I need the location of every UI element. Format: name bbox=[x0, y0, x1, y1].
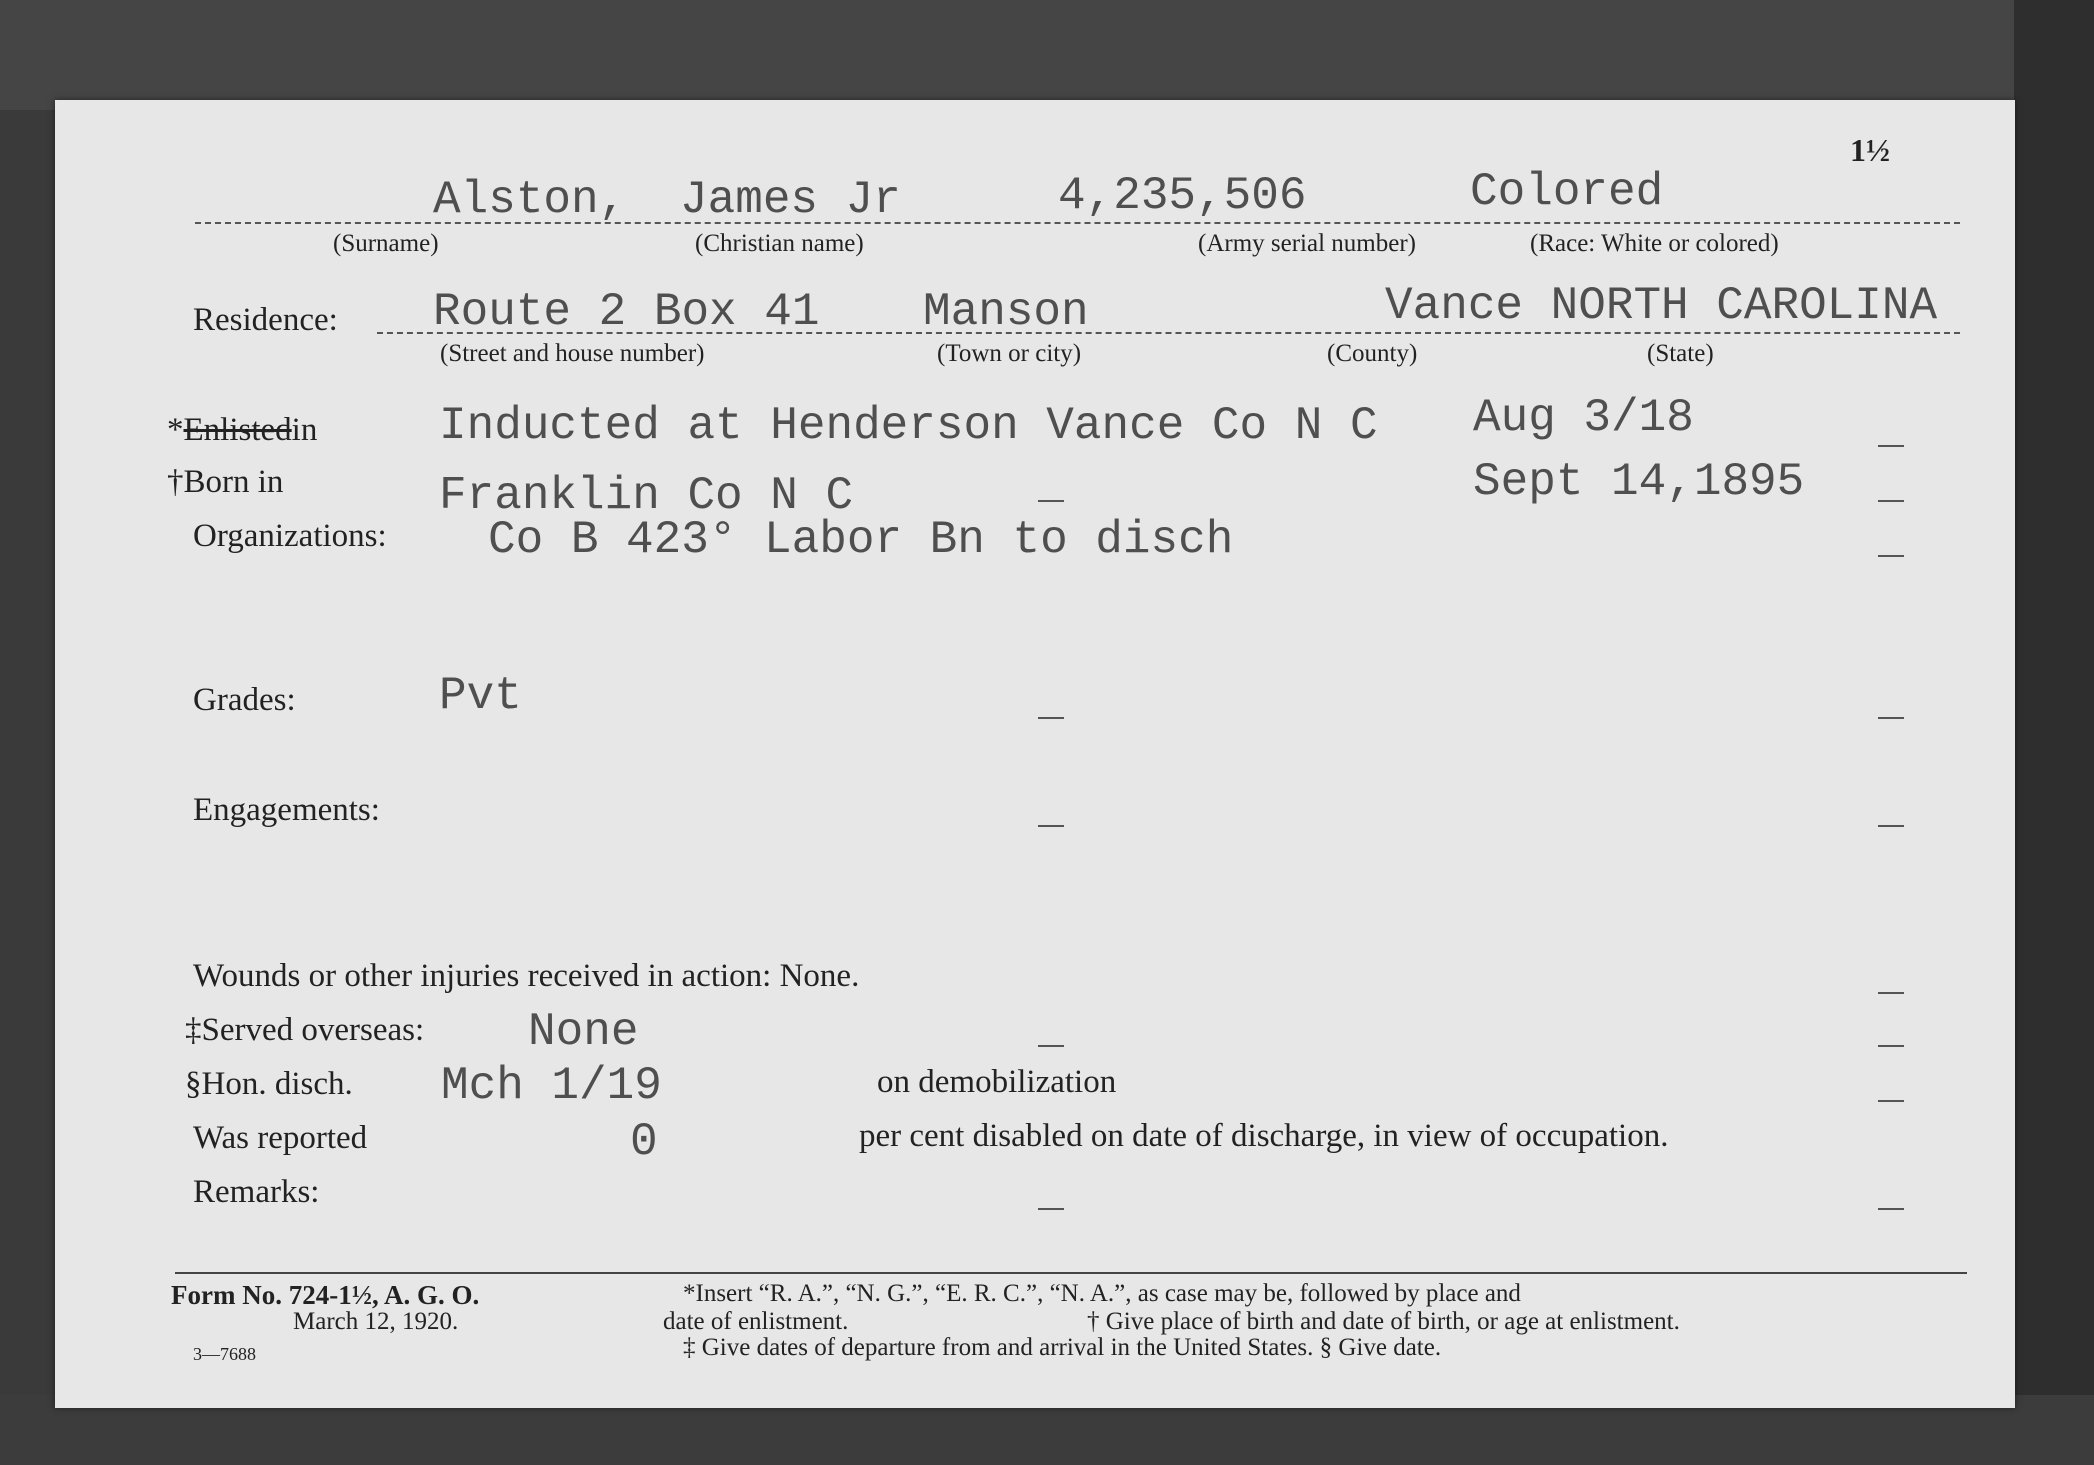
hon-disch-value: Mch 1/19 bbox=[441, 1060, 662, 1112]
street-value: Route 2 Box 41 bbox=[433, 286, 820, 338]
overseas-center-tick bbox=[1038, 1045, 1064, 1047]
form-number: Form No. 724-1½, A. G. O. bbox=[171, 1280, 480, 1310]
overseas-value: None bbox=[528, 1006, 639, 1058]
enlisted-tick bbox=[1878, 445, 1904, 447]
surname-value: Alston, bbox=[433, 174, 627, 226]
wounds-tick bbox=[1878, 992, 1904, 994]
born-date: Sept 14,1895 bbox=[1473, 456, 1805, 508]
grades-tick bbox=[1878, 717, 1904, 719]
grades-center-tick bbox=[1038, 717, 1064, 719]
born-tick bbox=[1878, 500, 1904, 502]
born-value: Franklin Co N C bbox=[439, 470, 854, 522]
caption-state: (State) bbox=[1647, 340, 1714, 367]
name-line bbox=[195, 222, 1960, 224]
overseas-tick bbox=[1878, 1045, 1904, 1047]
grades-value: Pvt bbox=[439, 670, 522, 722]
remarks-tick bbox=[1878, 1208, 1904, 1210]
hon-disch-note: on demobilization bbox=[877, 1064, 1117, 1100]
enlisted-date: Aug 3/18 bbox=[1473, 392, 1694, 444]
remarks-label: Remarks: bbox=[193, 1174, 320, 1210]
overseas-label: ‡Served overseas: bbox=[185, 1012, 425, 1048]
caption-county: (County) bbox=[1327, 340, 1418, 367]
caption-serial-number: (Army serial number) bbox=[1198, 230, 1416, 257]
organizations-label: Organizations: bbox=[193, 518, 387, 554]
footnote-line-1: *Insert “R. A.”, “N. G.”, “E. R. C.”, “N. A.”, as case may be, followed by place and bbox=[683, 1280, 1521, 1307]
residence-line bbox=[377, 332, 1960, 334]
caption-surname: (Surname) bbox=[333, 230, 439, 257]
footnote-line-2a: date of enlistment. bbox=[663, 1308, 849, 1335]
engagements-center-tick bbox=[1038, 825, 1064, 827]
wounds-text: Wounds or other injuries received in action: None. bbox=[193, 958, 860, 994]
scan-background-right bbox=[2014, 0, 2094, 1465]
residence-label: Residence: bbox=[193, 302, 338, 338]
reported-value: 0 bbox=[630, 1116, 658, 1168]
organizations-value: Co B 423° Labor Bn to disch bbox=[488, 514, 1234, 566]
caption-street: (Street and house number) bbox=[440, 340, 705, 367]
caption-christian-name: (Christian name) bbox=[695, 230, 864, 257]
born-center-tick bbox=[1038, 500, 1064, 502]
form-date: March 12, 1920. bbox=[293, 1308, 459, 1335]
form-code: 3—7688 bbox=[193, 1344, 256, 1364]
town-value: Manson bbox=[923, 286, 1089, 338]
service-record-card bbox=[55, 100, 2015, 1408]
footer-rule bbox=[175, 1272, 1967, 1274]
county-state-value: Vance NORTH CAROLINA bbox=[1385, 280, 1938, 332]
card-fraction: 1½ bbox=[1850, 132, 1890, 168]
engagements-label: Engagements: bbox=[193, 792, 380, 828]
grades-label: Grades: bbox=[193, 682, 296, 718]
enlisted-label: *Enlistedin bbox=[167, 412, 318, 448]
scan-background-top bbox=[0, 0, 2094, 110]
born-label: †Born in bbox=[167, 464, 284, 500]
caption-race: (Race: White or colored) bbox=[1530, 230, 1779, 257]
footnote-line-2b: † Give place of birth and date of birth, or age at enlistment. bbox=[1087, 1308, 1680, 1335]
serial-number-value: 4,235,506 bbox=[1058, 170, 1307, 222]
hon-disch-tick bbox=[1878, 1100, 1904, 1102]
race-value: Colored bbox=[1470, 166, 1664, 218]
christian-name-value: James Jr bbox=[680, 174, 901, 226]
reported-note: per cent disabled on date of discharge, in view of occupation. bbox=[859, 1118, 1669, 1154]
enlisted-value: Inducted at Henderson Vance Co N C bbox=[439, 400, 1378, 452]
engagements-tick bbox=[1878, 825, 1904, 827]
caption-town: (Town or city) bbox=[937, 340, 1082, 367]
footnote-line-3: ‡ Give dates of departure from and arrival in the United States. § Give date. bbox=[683, 1334, 1442, 1361]
remarks-center-tick bbox=[1038, 1208, 1064, 1210]
organizations-tick bbox=[1878, 555, 1904, 557]
reported-label: Was reported bbox=[193, 1120, 368, 1156]
hon-disch-label: §Hon. disch. bbox=[185, 1066, 353, 1102]
